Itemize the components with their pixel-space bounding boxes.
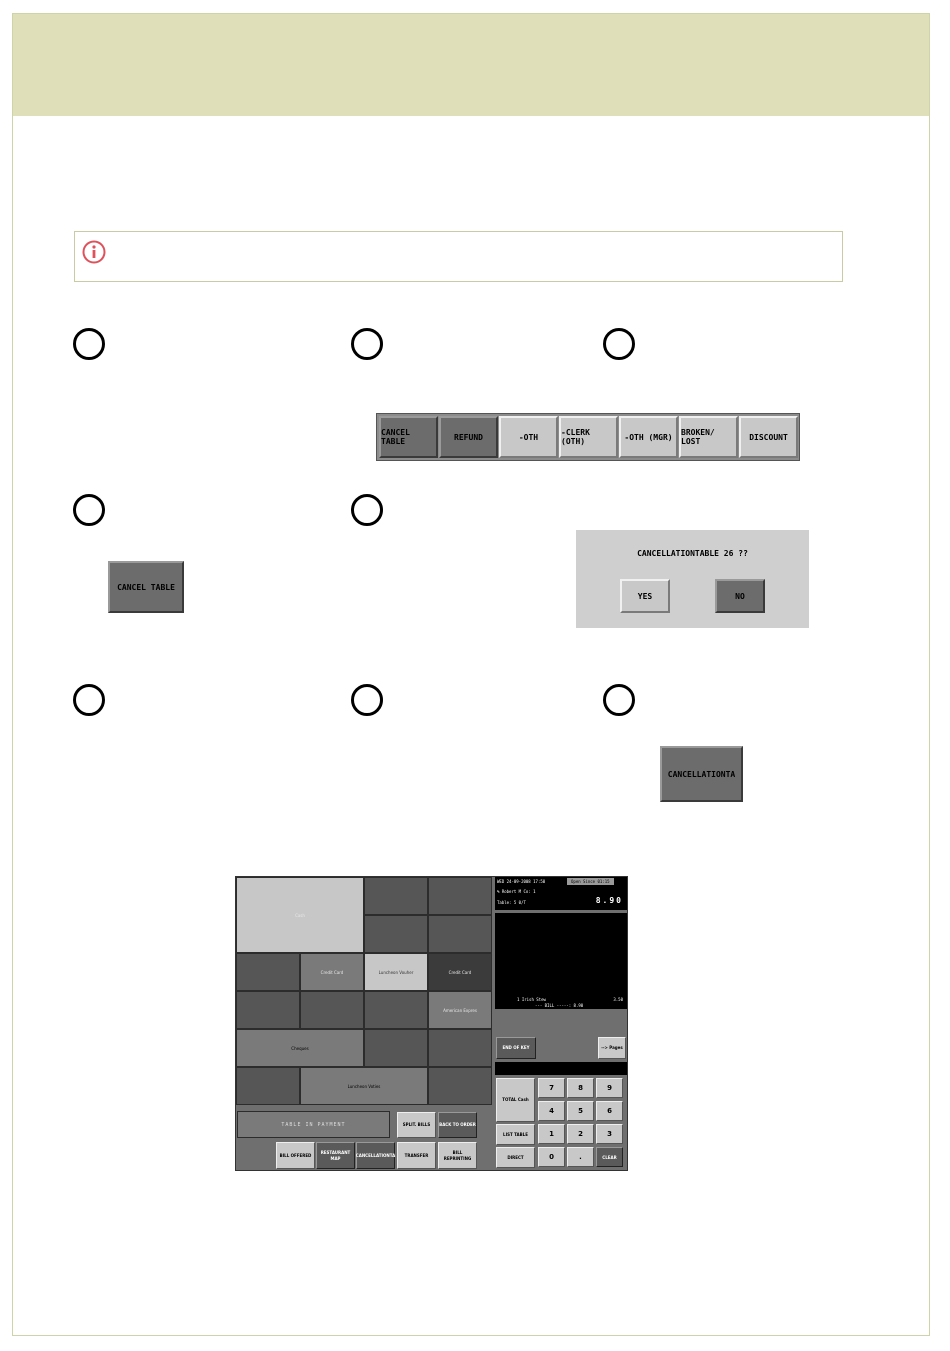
total-amount: 8.90 (595, 896, 623, 905)
step-marker-7 (351, 684, 383, 716)
toolbar-oth-mgr-button[interactable]: -OTH (MGR) (619, 416, 678, 458)
toolbar-cancel-table-button[interactable]: CANCEL TABLE (379, 416, 438, 458)
keypad-2[interactable]: 2 (567, 1124, 594, 1144)
step-marker-6 (73, 684, 105, 716)
input-display (495, 1062, 627, 1075)
cancellation-pos-button[interactable]: CANCELLATIONTA (356, 1142, 395, 1169)
bill-reprinting-button[interactable]: BILL REPRINTING (438, 1142, 477, 1169)
info-note-box (74, 231, 843, 282)
keypad-0[interactable]: 0 (538, 1147, 565, 1167)
receipt-line-item: 1 Irish Stew (517, 997, 546, 1002)
table-text: Table: 5 0/T (497, 900, 526, 905)
keypad-1[interactable]: 1 (538, 1124, 565, 1144)
receipt-line-amount: 3.50 (613, 997, 623, 1002)
keypad-7[interactable]: 7 (538, 1078, 565, 1098)
total-cash-button[interactable]: TOTAL Cash (496, 1078, 535, 1122)
keypad-4[interactable]: 4 (538, 1101, 565, 1121)
payment-slot[interactable] (236, 1067, 300, 1105)
back-to-order-button[interactable]: BACK TO ORDER (438, 1112, 477, 1138)
payment-american-express[interactable]: American Expres (428, 991, 492, 1029)
transfer-button[interactable]: TRANSFER (397, 1142, 436, 1169)
keypad-8[interactable]: 8 (567, 1078, 594, 1098)
toolbar-broken-lost-button[interactable]: BROKEN/ LOST (679, 416, 738, 458)
payment-slot[interactable] (428, 915, 492, 953)
payment-slot[interactable] (364, 915, 428, 953)
payment-cash[interactable]: Cash (236, 877, 364, 953)
step-marker-3 (603, 328, 635, 360)
open-since-badge: Open Since 01:15 (567, 878, 614, 885)
keypad-6[interactable]: 6 (596, 1101, 623, 1121)
step-marker-2 (351, 328, 383, 360)
bill-offered-button[interactable]: BILL OFFERED (276, 1142, 315, 1169)
toolbar-refund-button[interactable]: REFUND (439, 416, 498, 458)
payment-cheques[interactable]: Cheques (236, 1029, 364, 1067)
payment-slot[interactable] (428, 1067, 492, 1105)
toolbar-clerk-oth-button[interactable]: -CLERK (OTH) (559, 416, 618, 458)
payment-slot[interactable] (428, 877, 492, 915)
step-marker-5 (351, 494, 383, 526)
payment-slot[interactable] (364, 991, 428, 1029)
keypad-3[interactable]: 3 (596, 1124, 623, 1144)
cancel-table-button[interactable]: CANCEL TABLE (108, 561, 184, 613)
end-of-key-button[interactable]: END OF KEY (496, 1037, 536, 1059)
pos-header-display (495, 877, 627, 910)
keypad-9[interactable]: 9 (596, 1078, 623, 1098)
keypad-5[interactable]: 5 (567, 1101, 594, 1121)
payment-slot[interactable] (428, 1029, 492, 1067)
table-status-label: TABLE IN PAYMENT (237, 1111, 390, 1138)
keypad-decimal[interactable]: . (567, 1147, 594, 1167)
user-text: % Robert M Co: 1 (497, 889, 536, 894)
cancellation-button[interactable]: CANCELLATIONTA (660, 746, 743, 802)
step-marker-1 (73, 328, 105, 360)
restaurant-map-button[interactable]: RESTAURANT MAP (316, 1142, 355, 1169)
confirm-dialog (576, 530, 809, 628)
function-toolbar (376, 413, 800, 461)
list-table-button[interactable]: LIST TABLE (496, 1124, 535, 1145)
dialog-message: CANCELLATIONTABLE 26 ?? (637, 549, 748, 558)
pos-payment-screen (235, 876, 628, 1171)
payment-slot[interactable] (364, 1029, 428, 1067)
split-bills-button[interactable]: SPLIT. BILLS (397, 1112, 436, 1138)
payment-slot[interactable] (300, 991, 364, 1029)
step-marker-4 (73, 494, 105, 526)
payment-credit-card-2[interactable]: Credit Card (428, 953, 492, 991)
info-icon (82, 240, 106, 264)
datetime-text: WED 24-09-2008 17:50 (497, 879, 546, 884)
payment-credit-card[interactable]: Credit Card (300, 953, 364, 991)
payment-slot[interactable] (364, 877, 428, 915)
toolbar-discount-button[interactable]: DISCOUNT (739, 416, 798, 458)
payment-slot[interactable] (236, 991, 300, 1029)
toolbar-oth-button[interactable]: -OTH (499, 416, 558, 458)
receipt-bill-total: --- BILL -----: 8.90 (535, 1003, 584, 1008)
pages-button[interactable]: --> Pages (598, 1037, 626, 1059)
step-marker-8 (603, 684, 635, 716)
dialog-yes-button[interactable]: YES (620, 579, 670, 613)
payment-slot[interactable] (236, 953, 300, 991)
payment-luncheon-voucher-2[interactable]: Luncheon Voties (300, 1067, 428, 1105)
keypad-clear[interactable]: CLEAR (596, 1147, 623, 1167)
direct-button[interactable]: DIRECT (496, 1147, 535, 1168)
payment-luncheon-voucher[interactable]: Luncheon Vouher (364, 953, 428, 991)
receipt-display (495, 913, 627, 1009)
dialog-no-button[interactable]: NO (715, 579, 765, 613)
